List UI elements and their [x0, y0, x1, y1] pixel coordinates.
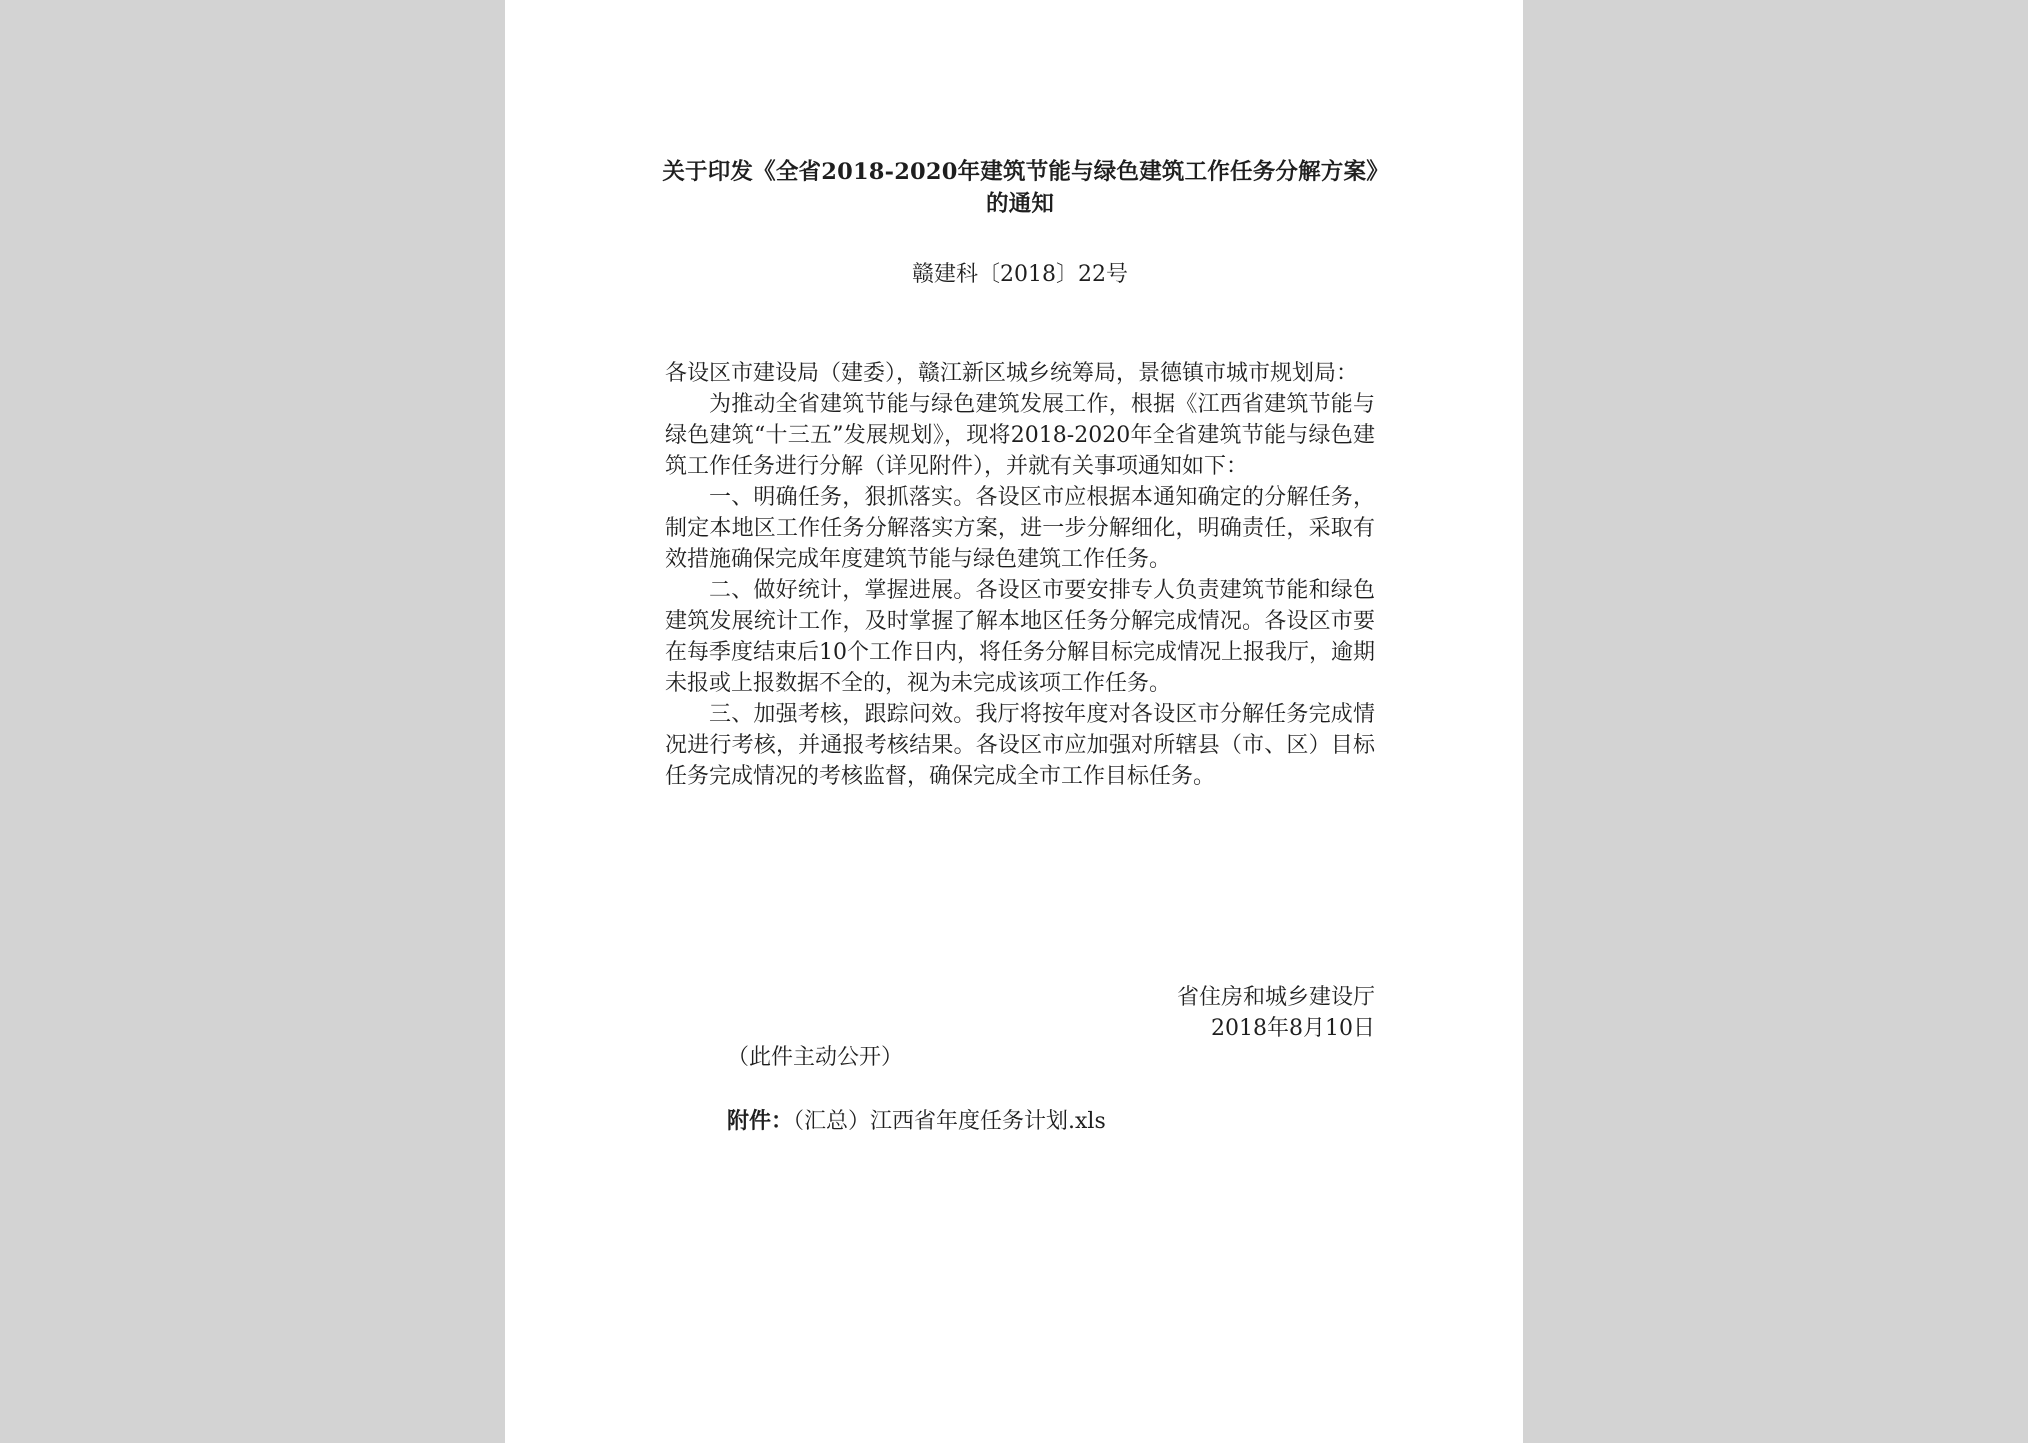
attachment-link[interactable]: （汇总）江西省年度任务计划.xls	[793, 1109, 1106, 1134]
paragraph-item-1: 一、明确任务，狠抓落实。各设区市应根据本通知确定的分解任务，制定本地区工作任务分解落实方案，进一步分解细化，明确责任，采取有效措施确保完成年度建筑节能与绿色建筑工作任务。	[665, 485, 1375, 572]
issue-date: 2018年8月10日	[1211, 1016, 1375, 1041]
issuer: 省住房和城乡建设厅	[1176, 985, 1375, 1010]
signature-block	[665, 982, 1375, 1044]
document-number: 赣建科〔2018〕22号	[912, 262, 1128, 287]
attachment-label: 附件：	[727, 1108, 794, 1134]
document-page	[505, 0, 1523, 1443]
paragraph-item-3: 三、加强考核，跟踪问效。我厅将按年度对各设区市分解任务完成情况进行考核，并通报考核结果。各设区市应加强对所辖县（市、区）目标任务完成情况的考核监督，确保完成全市工作目标任务。	[665, 702, 1375, 789]
attachment-line	[727, 1106, 1106, 1137]
addressee: 各设区市建设局（建委），赣江新区城乡统筹局，景德镇市城市规划局：	[665, 361, 1359, 386]
document-title: 关于印发《全省2018-2020年建筑节能与绿色建筑工作任务分解方案》的通知	[662, 159, 1378, 217]
paragraph-intro: 为推动全省建筑节能与绿色建筑发展工作，根据《江西省建筑节能与绿色建筑“十三五”发展规划》，现将2018-2020年全省建筑节能与绿色建筑工作任务进行分解（详见附件），并就有关事项通知如下：	[665, 392, 1375, 479]
paragraph-item-2: 二、做好统计，掌握进展。各设区市要安排专人负责建筑节能和绿色建筑发展统计工作，及时掌握了解本地区任务分解完成情况。各设区市要在每季度结束后10个工作日内，将任务分解目标完成情况上报我厅，逾期未报或上报数据不全的，视为未完成该项工作任务。	[665, 578, 1375, 696]
document-body	[665, 358, 1375, 792]
disclosure-note: （此件主动公开）	[727, 1045, 904, 1070]
